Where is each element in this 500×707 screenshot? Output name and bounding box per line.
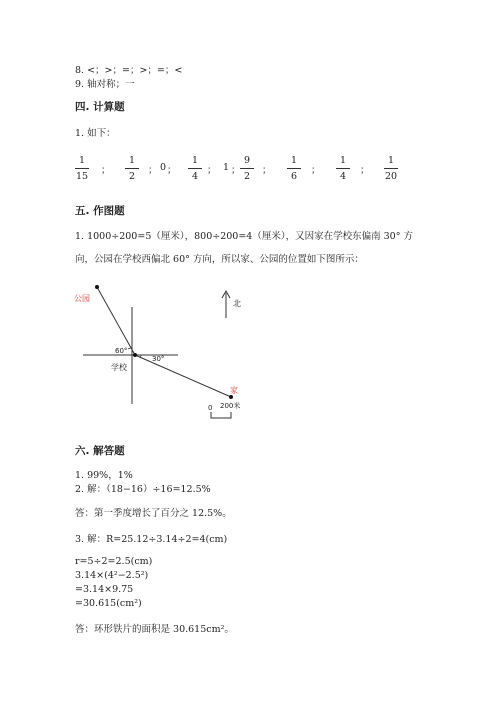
answer-3-step-4: =30.615(cm²) xyxy=(75,598,142,609)
park-point xyxy=(95,285,99,289)
answer-line-9: 9. 轴对称；一 xyxy=(75,79,135,90)
answer-line-8: 8. <；>；=；>；=；< xyxy=(75,65,183,76)
fraction-numerator: 1 xyxy=(128,155,136,166)
angle-60-label: 60° xyxy=(115,347,128,355)
home-point xyxy=(229,395,233,399)
fraction-numerator: 1 xyxy=(191,155,199,166)
separator: ； xyxy=(360,165,370,176)
value-zero: 0 xyxy=(160,162,167,173)
answer-1: 1. 99%，1% xyxy=(75,470,133,481)
fraction-denominator: 4 xyxy=(191,171,199,182)
park-label: 公园 xyxy=(74,294,90,303)
section-heading-calculation: 四. 计算题 xyxy=(75,101,125,113)
fraction-numerator: 9 xyxy=(243,155,251,166)
angle-30-label: 30° xyxy=(152,355,165,363)
answer-2: 2. 解：（18−16）÷16=12.5% xyxy=(75,484,211,495)
section-heading-drawing: 五. 作图题 xyxy=(75,205,125,217)
scale-length-label: 200米 xyxy=(220,402,241,410)
answer-3-step-1: r=5÷2=2.5(cm) xyxy=(75,556,153,567)
north-label: 北 xyxy=(233,299,241,308)
separator: ； xyxy=(148,165,158,176)
home-label: 家 xyxy=(230,386,238,395)
answer-3-step-2: 3.14×(4²−2.5²) xyxy=(75,570,149,581)
drawing-text-2: 向，公园在学校西偏北 60° 方向，所以家、公园的位置如下图所示： xyxy=(75,254,364,265)
separator: ； xyxy=(311,165,321,176)
separator: ； xyxy=(231,165,241,176)
answer-3: 3. 解：R=25.12÷3.14÷2=4(cm) xyxy=(75,534,228,545)
school-label: 学校 xyxy=(111,363,127,372)
fraction-denominator: 2 xyxy=(243,171,251,182)
fraction-numerator: 1 xyxy=(387,155,395,166)
fraction-numerator: 1 xyxy=(339,155,347,166)
school-point xyxy=(133,353,137,357)
fraction-denominator: 20 xyxy=(384,171,398,182)
fraction-numerator: 1 xyxy=(290,155,298,166)
separator: ； xyxy=(167,165,177,176)
separator: ； xyxy=(262,165,272,176)
calc-item-1: 1. 如下： xyxy=(75,128,116,139)
drawing-text-1: 1. 1000÷200=5（厘米），800÷200=4（厘米），又因家在学校东偏南 30° 方 xyxy=(75,231,413,242)
separator: ； xyxy=(101,165,111,176)
scale-bar xyxy=(211,412,231,418)
fraction-denominator: 4 xyxy=(339,171,347,182)
section-heading-answers: 六. 解答题 xyxy=(75,445,125,457)
path-to-home xyxy=(135,355,231,397)
answer-3-conclusion: 答：环形铁片的面积是 30.615cm²。 xyxy=(75,624,234,635)
scale-zero-label: 0 xyxy=(208,404,213,412)
fraction-denominator: 15 xyxy=(75,171,89,182)
path-to-park xyxy=(97,287,135,355)
fraction-numerator: 1 xyxy=(78,155,86,166)
fraction-denominator: 2 xyxy=(128,171,136,182)
fraction-denominator: 6 xyxy=(290,171,298,182)
answer-3-step-3: =3.14×9.75 xyxy=(75,584,134,595)
value-one: 1 xyxy=(223,162,230,173)
answer-2-conclusion: 答：第一季度增长了百分之 12.5%。 xyxy=(75,508,232,519)
separator: ； xyxy=(207,165,217,176)
